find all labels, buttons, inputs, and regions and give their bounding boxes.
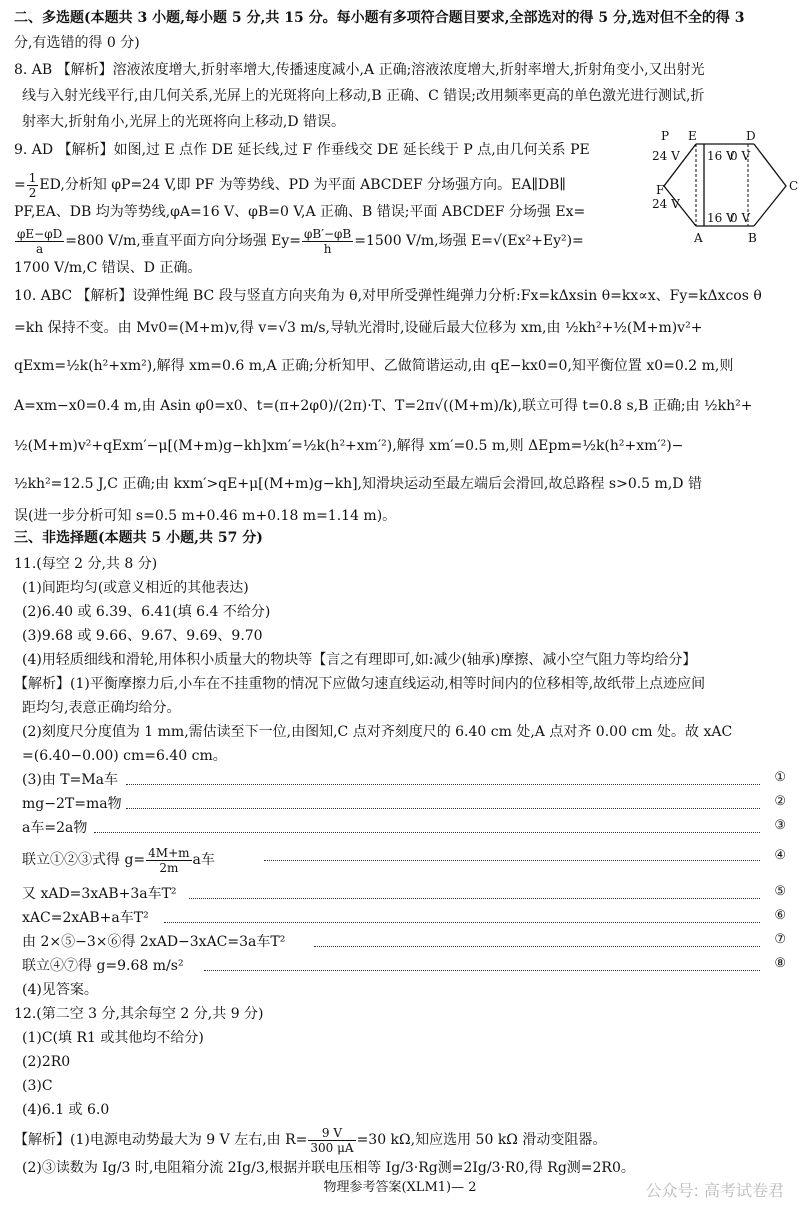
q11-answer-4: (4)用轻质细线和滑轮,用体积小质量大的物块等【言之有理即可,如:减少(轴承)摩擦、减小空气阻力等均给分】 xyxy=(22,652,697,668)
q10-line-3: qExm=½k(h²+xm²),解得 xm=0.6 m,A 正确;分析知甲、乙做简谐运动,由 qE−kx0=0,知平衡位置 x0=0.2 m,则 xyxy=(14,358,734,374)
leader-dots xyxy=(204,970,760,971)
q11-explain-3: (2)刻度尺分度值为 1 mm,需估读至下一位,由图知,C 点对齐刻度尺的 6.40 cm 处,A 点对齐 0.00 cm 处。故 xAC xyxy=(22,724,733,740)
section-3-heading: 三、非选择题(本题共 5 小题,共 57 分) xyxy=(14,530,263,546)
q9-line-2: = $\frac{1}{2}$ ED,分析知 φP=24 V,即 PF 为等势线、PD 为平面 ABCDEF 分场强方向。EA∥DB∥ xyxy=(14,170,566,200)
leader-dots xyxy=(94,832,760,833)
marker-1: ① xyxy=(774,770,786,785)
marker-6: ⑥ xyxy=(774,908,786,923)
fraction-ex: $\frac{\varphi E-\varphi D}{a}$ xyxy=(17,226,63,256)
q11-eq-6: xAC=2xAB+a车T² xyxy=(22,910,149,926)
fraction-half: $\frac{1}{2}$ xyxy=(28,170,37,200)
label-b: B xyxy=(748,231,757,245)
marker-2: ② xyxy=(774,794,786,809)
q11-eq-5: 又 xAD=3xAB+3a车T² xyxy=(22,886,177,902)
marker-8: ⑧ xyxy=(774,956,786,971)
label-a: A xyxy=(694,231,703,245)
page-footer: 物理参考答案(XLM1)— 2 xyxy=(323,1180,477,1195)
q11-explain-1: 【解析】(1)平衡摩擦力后,小车在不挂重物的情况下应做匀速直线运动,相等时间内的位移相等,故纸带上点迹应间 xyxy=(14,676,706,692)
q12-answer-3: (3)C xyxy=(22,1078,53,1094)
leader-dots xyxy=(314,946,760,947)
q11-answer-2: (2)6.40 或 6.39、6.41(填 6.4 不给分) xyxy=(22,604,271,620)
q8-line-2: 线与入射光线平行,由几何关系,光屏上的光斑将向上移动,B 正确、C 错误;改用频率更高的单色激光进行测试,折 xyxy=(22,88,705,104)
q10-line-7: 误(进一步分析可知 s=0.5 m+0.46 m+0.18 m=1.14 m)。 xyxy=(14,508,397,524)
leader-dots xyxy=(264,860,760,861)
q10-line-4: A=xm−x0=0.4 m,由 Asin φ0=x0、t=(π+2φ0)/(2π)·T、T=2π√((M+m)/k),联立可得 t=0.8 s,B 正确;由 ½kh²+ xyxy=(14,398,753,414)
leader-dots xyxy=(164,922,760,923)
label-24v-left: 24 V xyxy=(652,197,680,211)
marker-4: ④ xyxy=(774,848,786,863)
q8-line-1: 8. AB 【解析】溶液浓度增大,折射率增大,传播速度减小,A 正确;溶液浓度增大,折射率增大,折射角变小,又出射光 xyxy=(14,62,705,78)
section-2-heading: 二、多选题(本题共 3 小题,每小题 5 分,共 15 分。每小题有多项符合题目要求,全部选对的得 5 分,选对但不全的得 3 xyxy=(14,10,745,26)
q9-line-3: PF,EA、DB 均为等势线,φA=16 V、φB=0 V,A 正确、B 错误;平面 ABCDEF 分场强 Ex= xyxy=(14,204,586,220)
label-24v-top: 24 V xyxy=(652,149,680,163)
q11-heading: 11.(每空 2 分,共 8 分) xyxy=(14,556,158,572)
marker-3: ③ xyxy=(774,818,786,833)
q12-answer-2: (2)2R0 xyxy=(22,1054,71,1070)
q10-line-6: ½kh²=12.5 J,C 正确;由 kxm′>qE+μ[(M+m)g−kh],知滑块运动至最左端后会滑回,故总路程 s>0.5 m,D 错 xyxy=(14,476,702,492)
q9-line-1: 9. AD 【解析】如图,过 E 点作 DE 延长线,过 F 作垂线交 DE 延长线于 P 点,由几何关系 PE xyxy=(14,142,590,158)
label-0v-bottom: 0 V xyxy=(730,211,751,225)
label-f: F xyxy=(656,183,665,197)
q11-eq-2: mg−2T=ma物 xyxy=(22,796,122,812)
q10-line-1: 10. ABC 【解析】设弹性绳 BC 段与竖直方向夹角为 θ,对甲所受弹性绳弹力分析:Fx=kΔxsin θ=kx∝x、Fy=kΔxcos θ xyxy=(14,288,762,304)
fraction-r: $\frac{9 V}{300 \mu A}$ xyxy=(310,1125,354,1155)
q11-eq-9: (4)见答案。 xyxy=(22,982,98,998)
q11-explain-4: =(6.40−0.00) cm=6.40 cm。 xyxy=(22,748,227,764)
q11-eq-4: 联立①②③式得 g= $\frac{4M+m}{2m}$ a车 xyxy=(22,845,215,875)
q11-eq-8: 联立④⑦得 g=9.68 m/s² xyxy=(22,958,184,974)
q12-explain-2: (2)③读数为 Ig/3 时,电阻箱分流 2Ig/3,根据并联电压相等 Ig/3·Rg测=2Ig/3·R0,得 Rg测=2R0。 xyxy=(22,1160,635,1176)
q12-heading: 12.(第二空 3 分,其余每空 2 分,共 9 分) xyxy=(14,1006,264,1022)
q10-line-2: =kh 保持不变。由 Mv0=(M+m)v,得 v=√3 m/s,导轨光滑时,设碰后最大位移为 xm,由 ½kh²+½(M+m)v²+ xyxy=(14,320,703,336)
q12-answer-1: (1)C(填 R1 或其他均不给分) xyxy=(22,1030,204,1046)
label-d: D xyxy=(746,129,756,143)
label-16v-top: 16 V xyxy=(707,149,735,163)
label-p: P xyxy=(661,129,670,143)
q11-eq-7: 由 2×⑤−3×⑥得 2xAD−3xAC=3a车T² xyxy=(22,934,286,950)
hexagon-figure xyxy=(652,128,800,260)
leader-dots xyxy=(126,784,760,785)
leader-dots xyxy=(126,808,760,809)
fraction-g: $\frac{4M+m}{2m}$ xyxy=(148,845,190,875)
label-0v-top: 0 V xyxy=(730,149,751,163)
q11-explain-2: 距均匀,表意正确均给分。 xyxy=(22,700,181,716)
q12-answer-4: (4)6.1 或 6.0 xyxy=(22,1102,110,1118)
watermark: 公众号: 高考试卷君 xyxy=(645,1181,784,1200)
marker-5: ⑤ xyxy=(774,884,786,899)
q9-line-5: 1700 V/m,C 错误、D 正确。 xyxy=(14,260,202,276)
q12-explain-1: 【解析】(1)电源电动势最大为 9 V 左右,由 R= $\frac{9 V}{300 \mu A}$ =30 kΩ,知应选用 50 kΩ 滑动变阻器。 xyxy=(14,1125,607,1155)
q10-line-5: ½(M+m)v²+qExm′−μ[(M+m)g−kh]xm′=½k(h²+xm′²),解得 xm′=0.5 m,则 ΔEpm=½k(h²+xm′²)− xyxy=(14,438,684,454)
q11-eq-1: (3)由 T=Ma车 xyxy=(22,772,119,788)
label-c: C xyxy=(789,179,799,193)
q8-line-3: 射率大,折射角小,光屏上的光斑将向上移动,D 错误。 xyxy=(22,114,346,130)
q11-answer-1: (1)间距均匀(或意义相近的其他表达) xyxy=(22,580,249,596)
marker-7: ⑦ xyxy=(774,932,786,947)
q11-eq-3: a车=2a物 xyxy=(22,820,88,836)
label-16v-bottom: 16 V xyxy=(707,211,735,225)
q9-line-4: $\frac{\varphi E-\varphi D}{a}$ =800 V/m,垂直平面方向分场强 Ey= $\frac{\varphi B'-\varphi B}{h}$ =1500 V/m,场强 E=√(Ex²+Ey²)= xyxy=(17,226,584,256)
edge-dcb xyxy=(754,144,786,226)
section-2-heading-cont: 分,有选错的得 0 分) xyxy=(14,35,140,51)
label-e: E xyxy=(688,129,697,143)
fraction-ey: $\frac{\varphi B'-\varphi B}{h}$ xyxy=(304,226,352,256)
q11-answer-3: (3)9.68 或 9.66、9.67、9.69、9.70 xyxy=(22,628,263,644)
leader-dots xyxy=(189,898,760,899)
